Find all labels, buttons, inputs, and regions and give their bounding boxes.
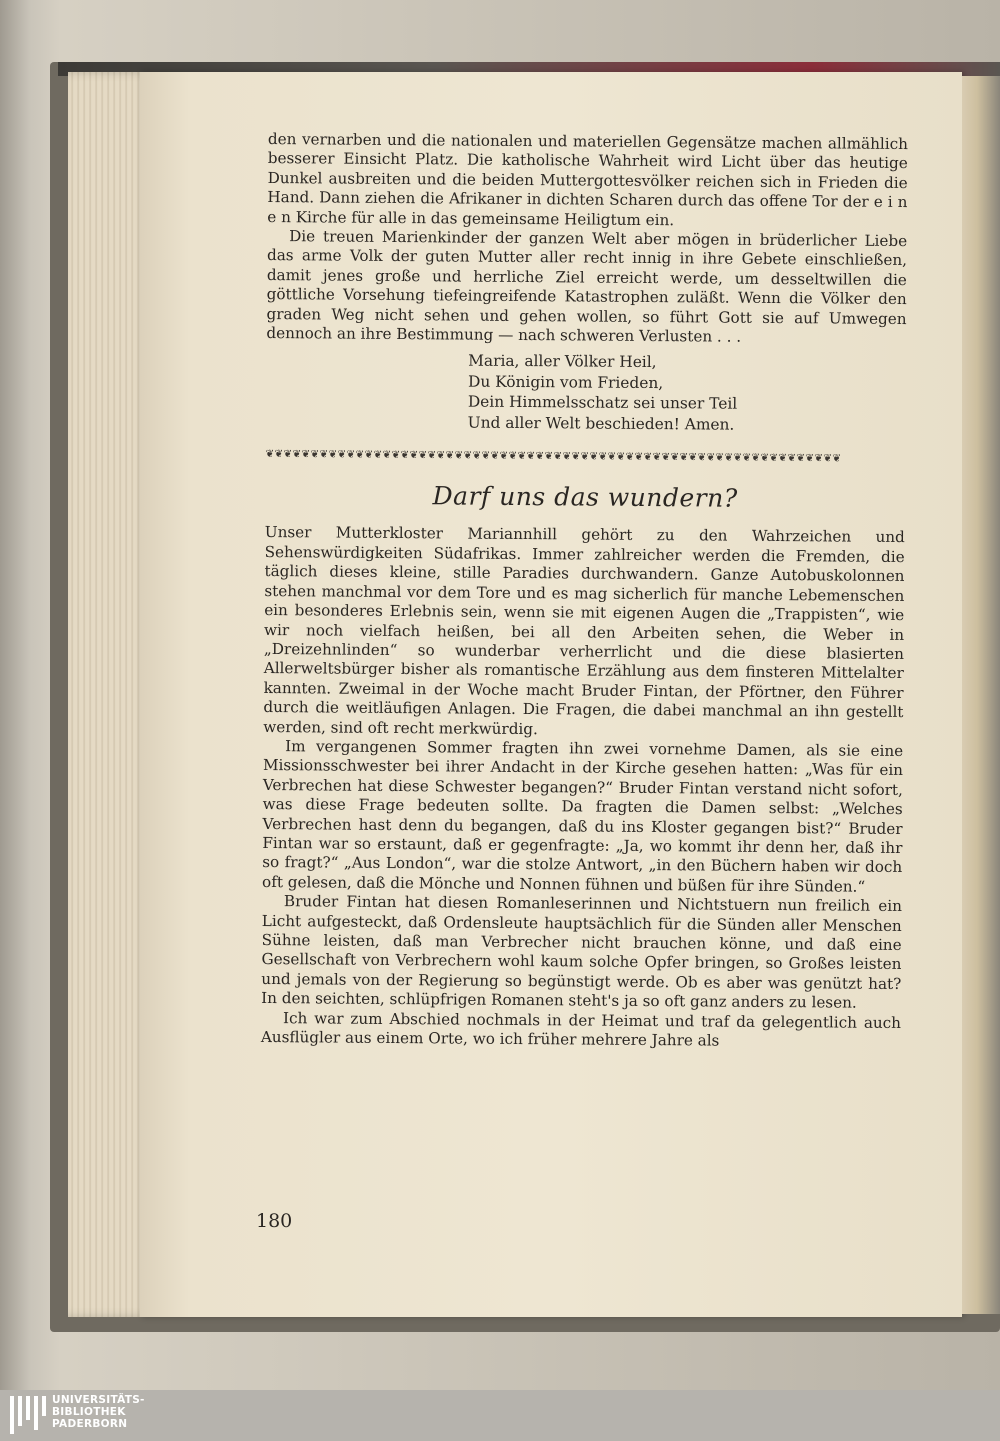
logo-line: UNIVERSITÄTS- [52, 1394, 145, 1406]
poem [468, 351, 907, 436]
paragraph: Ich war zum Abschied nochmals in der Heimat und traf da gelegentlich auch Ausflügler aus einem Orte, wo ich früher mehrere Jahre als [260, 1008, 902, 1050]
paragraph: Die treuen Marienkinder der ganzen Welt aber mögen in brüderlicher Liebe das arme Volk der guten Mutter aller recht innig in ihre Gebete einschließen, damit jenes große und herrliche Ziel erreicht werde, um desseltwillen die göttliche Vorsehung tiefeingreifende Katastrophen zuläßt. Wenn die Völker den graden Weg nicht sehen und gehen wollen, so führt Gott sie auf Umwegen dennoch an ihre Bestimmung — nach schweren Verlusten . . . [266, 227, 908, 346]
library-logo-text [52, 1394, 145, 1430]
page-number: 180 [256, 1210, 293, 1232]
library-logo-icon [10, 1396, 46, 1434]
page-content [261, 130, 908, 1052]
poem-line: Dein Himmelsschatz sei unser Teil [467, 393, 738, 414]
ornament-divider: ❦❦❦❦❦❦❦❦❦❦❦❦❦❦❦❦❦❦❦❦❦❦❦❦❦❦❦❦❦❦❦❦❦❦❦❦❦❦❦❦❦❦❦❦❦❦❦❦❦❦❦❦❦❦❦❦❦❦❦❦❦❦❦❦ [265, 448, 842, 465]
poem-line: Und aller Welt beschieden! Amen. [467, 413, 735, 434]
paragraph: Unser Mutterkloster Mariannhill gehört zu den Wahrzeichen und Sehenswürdigkeiten Südafrikas. Immer zahlreicher werden die Fremden, die täglich dieses kleine, stille Paradies durchwandern. Ganze Autobuskolonnen stehen manchmal vor dem Tore und es mag sicherlich für manche Lebemenschen ein besonderes Erlebnis sein, wenn sie mit eigenen Augen die „Trappisten“, wie wir noch vielfach heißen, bei all den Arbeiten sehen, die Weber in „Dreizehnlinden“ so wunderbar verherrlicht und die diese blasierten Allerweltsbürger bisher als romantische Erzählung aus dem finsteren Mittelalter kannten. Zweimal in der Woche macht Bruder Fintan, der Pförtner, den Führer durch die weitläufigen Anlagen. Die Fragen, die dabei manchmal an ihn gestellt werden, sind oft recht merkwürdig. [263, 523, 905, 738]
poem-line: Maria, aller Völker Heil, [468, 352, 657, 372]
library-footer [0, 1390, 1000, 1441]
paragraph: den vernarben und die nationalen und materiellen Gegensätze machen allmählich besserer Einsicht Platz. Die katholische Wahrheit wird Licht über das heutige Dunkel ausbreiten und die beiden Muttergottesvölker reichen sich in Frieden die Hand. Dann ziehen die Afrikaner in dichten Scharen durch das offene Tor der e i n e n Kirche für alle in das gemeinsame Heiligtum ein. [267, 130, 908, 229]
logo-line: PADERBORN [52, 1418, 128, 1430]
logo-line: BIBLIOTHEK [52, 1406, 126, 1418]
article-heading: Darf uns das wundern? [432, 481, 738, 514]
paragraph: Im vergangenen Sommer fragten ihn zwei vornehme Damen, als sie eine Missionsschwester bei ihrer Andacht in der Kirche gesehen hatten: „Was für ein Verbrechen hat diese Schwester begangen?“ Bruder Fintan verstand nicht sofort, was diese Frage bedeuten sollte. Da fragten die Damen selbst: „Welches Verbrechen hast denn du begangen, daß du ins Kloster gegangen bist?“ Bruder Fintan war so erstaunt, daß er gegenfragte: „Ja, wo kommt ihr denn her, daß ihr so fragt?“ „Aus London“, war die stolze Antwort, „in den Büchern haben wir doch oft gelesen, daß die Mönche und Nonnen fühnen und büßen für ihre Sünden.“ [262, 737, 904, 896]
poem-line: Du Königin vom Frieden, [467, 372, 664, 393]
paragraph: Bruder Fintan hat diesen Romanleserinnen und Nichtstuern nun freilich ein Licht aufgesteckt, daß Ordensleute hauptsächlich für die Sünden aller Menschen Sühne leisten, daß man Verbrecher nicht brauchen könne, und daß eine Gesellschaft von Verbrechern wohl kaum solche Opfer bringen, so Großes leisten und jemals von der Regierung so begünstigt werde. Ob es aber was genützt hat? In den seichten, schlüpfrigen Romanen steht's ja so oft ganz anders zu lesen. [261, 892, 902, 1012]
page-right-edge [962, 76, 1000, 1314]
